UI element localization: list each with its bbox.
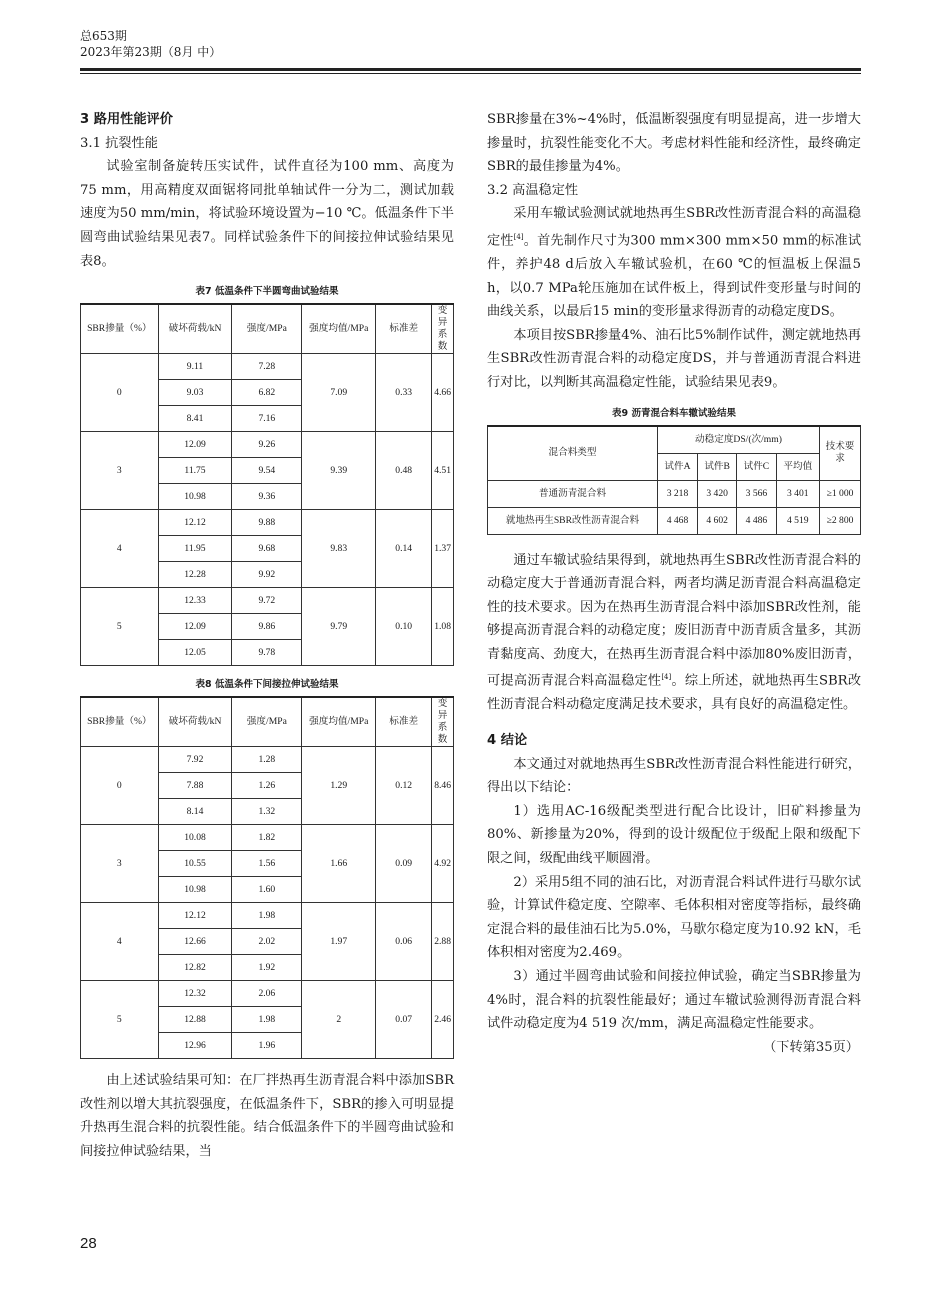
running-header	[80, 28, 221, 60]
t7-strength: 7.16	[232, 406, 302, 432]
t8-load: 12.96	[158, 1033, 232, 1059]
table9-caption: 表9 沥青混合料车辙试验结果	[612, 407, 736, 419]
t8-load: 7.88	[158, 773, 232, 799]
page-number: 28	[80, 1235, 97, 1252]
t7-sbr: 0	[81, 354, 159, 432]
t8-sd: 0.09	[376, 825, 432, 903]
t8-mean: 2	[302, 981, 376, 1059]
t8-load: 8.14	[158, 799, 232, 825]
t9-header-a: 试件A	[658, 453, 698, 480]
issue-date: 2023年第23期（8月 中）	[80, 45, 222, 59]
t8-load: 12.88	[158, 1007, 232, 1033]
t7-header: SBR掺量（%）	[81, 304, 159, 354]
t7-load: 12.12	[158, 510, 232, 536]
t8-header: 强度/MPa	[232, 697, 302, 747]
table-row	[81, 432, 454, 458]
t9-type: 就地热再生SBR改性沥青混合料	[488, 507, 658, 534]
t7-cv: 4.66	[432, 354, 454, 432]
t8-header: 标准差	[376, 697, 432, 747]
issue-total: 总653期	[80, 29, 127, 43]
text-span: 采用车辙试验测试就地热再生SBR改性沥青混合料的高温稳定性	[487, 206, 861, 249]
table-row	[81, 354, 454, 380]
paragraph-test-setup: 试验室制备旋转压实试件，试件直径为100 mm、高度为75 mm，用高精度双面锯将同批单轴试件一分为二，测试加载速度为50 mm/min，将试验环境设置为−10 ℃。低温条件下半圆弯曲试验结果见表7。同样试验条件下的间接拉伸试验结果见表8。	[80, 159, 454, 269]
t8-sd: 0.06	[376, 903, 432, 981]
paragraph-rutting-analysis	[487, 549, 861, 718]
t7-load: 12.09	[158, 614, 232, 640]
t9-c: 4 486	[737, 507, 776, 534]
citation-ref: [4]	[661, 673, 672, 682]
t7-load: 10.98	[158, 484, 232, 510]
table9	[487, 425, 861, 535]
t8-load: 12.66	[158, 929, 232, 955]
conclusion-item-2: 2）采用5组不同的油石比，对沥青混合料试件进行马歇尔试验，计算试件稳定度、空隙率、毛体积相对密度等指标，最终确定混合料的最佳油石比为5.0%，马歇尔稳定度为10.92 kN，毛体积相对密度为2.469。	[487, 874, 861, 961]
t7-sd: 0.33	[376, 354, 432, 432]
t7-load: 11.75	[158, 458, 232, 484]
t7-mean: 9.83	[302, 510, 376, 588]
t8-sd: 0.07	[376, 981, 432, 1059]
t9-header-req: 技术要求	[820, 426, 861, 481]
right-column	[487, 108, 861, 1059]
t9-avg: 3 401	[776, 480, 819, 507]
conclusion-intro: 本文通过对就地热再生SBR改性沥青混合料性能进行研究，得出以下结论：	[487, 756, 861, 796]
t7-sd: 0.14	[376, 510, 432, 588]
t8-cv: 2.88	[432, 903, 454, 981]
citation-ref: [4]	[513, 232, 524, 241]
continued-note: （下转第35页）	[763, 1039, 859, 1055]
t7-mean: 9.39	[302, 432, 376, 510]
t7-strength: 9.78	[232, 640, 302, 666]
t8-load: 7.92	[158, 747, 232, 773]
t7-strength: 9.26	[232, 432, 302, 458]
t8-load: 10.98	[158, 877, 232, 903]
t8-strength: 2.06	[232, 981, 302, 1007]
t9-req: ≥2 800	[820, 507, 861, 534]
t8-load: 12.12	[158, 903, 232, 929]
table-row	[81, 903, 454, 929]
table7	[80, 303, 454, 666]
t8-strength: 1.60	[232, 877, 302, 903]
t8-load: 10.08	[158, 825, 232, 851]
t7-cv: 1.08	[432, 588, 454, 666]
t7-load: 12.09	[158, 432, 232, 458]
t7-strength: 9.86	[232, 614, 302, 640]
table-row	[488, 507, 861, 534]
paragraph-rutting-method	[487, 202, 861, 323]
t8-load: 12.32	[158, 981, 232, 1007]
t8-strength: 1.98	[232, 1007, 302, 1033]
t8-load: 12.82	[158, 955, 232, 981]
t9-header-c: 试件C	[737, 453, 776, 480]
t7-strength: 9.36	[232, 484, 302, 510]
t7-header: 标准差	[376, 304, 432, 354]
t7-sd: 0.48	[376, 432, 432, 510]
t8-strength: 1.28	[232, 747, 302, 773]
t7-sd: 0.10	[376, 588, 432, 666]
left-column	[80, 108, 454, 1164]
t9-avg: 4 519	[776, 507, 819, 534]
t9-b: 3 420	[697, 480, 736, 507]
t9-a: 4 468	[658, 507, 698, 534]
t7-load: 12.28	[158, 562, 232, 588]
t8-strength: 1.56	[232, 851, 302, 877]
section-3-title: 3 路用性能评价	[80, 112, 173, 127]
t8-mean: 1.66	[302, 825, 376, 903]
table-row	[81, 747, 454, 773]
subsection-3-1-title: 3.1 抗裂性能	[80, 135, 158, 151]
table-row	[81, 825, 454, 851]
text-span: 。首先制作尺寸为300 mm×300 mm×50 mm的标准试件，养护48 d后放入车辙试验机，在60 ℃的恒温板上保温5 h，以0.7 MPa轮压施加在试件板上，得到试件变形量与时间的曲线关系，以最后15 min的变形量求得沥青的动稳定度DS。	[487, 233, 862, 320]
t7-header: 强度均值/MPa	[302, 304, 376, 354]
t8-load: 10.55	[158, 851, 232, 877]
t9-b: 4 602	[697, 507, 736, 534]
paragraph-continued: SBR掺量在3%~4%时，低温断裂强度有明显提高，进一步增大掺量时，抗裂性能变化不大。考虑材料性能和经济性，最终确定SBR的最佳掺量为4%。	[487, 112, 861, 175]
t8-strength: 1.32	[232, 799, 302, 825]
text-span: 通过车辙试验结果得到，就地热再生SBR改性沥青混合料的动稳定度大于普通沥青混合料，两者均满足沥青混合料高温稳定性的技术要求。因为在热再生沥青混合料中添加SBR改性剂，能够提高沥青混合料的动稳定度；废旧沥青中沥青质含量多，其沥青黏度高、劲度大，在热再生沥青混合料中添加80%废旧沥青，可提高沥青混合料高温稳定性	[487, 552, 861, 689]
t7-load: 12.05	[158, 640, 232, 666]
t7-mean: 7.09	[302, 354, 376, 432]
t7-strength: 6.82	[232, 380, 302, 406]
t7-strength: 9.68	[232, 536, 302, 562]
t8-sbr: 0	[81, 747, 159, 825]
t7-load: 9.03	[158, 380, 232, 406]
t8-header: SBR掺量（%）	[81, 697, 159, 747]
t7-header: 变异系数	[432, 304, 454, 354]
t7-load: 9.11	[158, 354, 232, 380]
table8	[80, 696, 454, 1059]
t8-header: 破坏荷载/kN	[158, 697, 232, 747]
section-4-title: 4 结论	[487, 733, 528, 749]
t8-sd: 0.12	[376, 747, 432, 825]
t7-load: 12.33	[158, 588, 232, 614]
t9-header-type: 混合料类型	[488, 426, 658, 481]
conclusion-item-1: 1）选用AC-16级配类型进行配合比设计，旧矿料掺量为80%、新掺量为20%，得到的设计级配位于级配上限和级配下限之间，级配曲线平顺圆滑。	[487, 803, 861, 867]
t7-load: 11.95	[158, 536, 232, 562]
table-row	[81, 981, 454, 1007]
t8-strength: 1.96	[232, 1033, 302, 1059]
header-rule-thin	[80, 73, 861, 74]
header-rule-thick	[80, 68, 861, 71]
t9-header-ds: 动稳定度DS/(次/mm)	[658, 426, 820, 454]
t9-header-b: 试件B	[697, 453, 736, 480]
t9-type: 普通沥青混合料	[488, 480, 658, 507]
t7-sbr: 5	[81, 588, 159, 666]
t8-mean: 1.97	[302, 903, 376, 981]
paragraph-results-summary: 由上述试验结果可知：在厂拌热再生沥青混合料中添加SBR改性剂以增大其抗裂强度，在低温条件下，SBR的掺入可明显提升热再生混合料的抗裂性能。结合低温条件下的半圆弯曲试验和间接拉伸试验结果，当	[80, 1073, 454, 1159]
t9-req: ≥1 000	[820, 480, 861, 507]
t8-sbr: 5	[81, 981, 159, 1059]
t8-cv: 8.46	[432, 747, 454, 825]
t7-load: 8.41	[158, 406, 232, 432]
t7-strength: 9.72	[232, 588, 302, 614]
table-row	[81, 588, 454, 614]
t8-strength: 1.98	[232, 903, 302, 929]
t8-sbr: 3	[81, 825, 159, 903]
t8-strength: 1.26	[232, 773, 302, 799]
t8-strength: 1.82	[232, 825, 302, 851]
t8-cv: 4.92	[432, 825, 454, 903]
table-row	[488, 480, 861, 507]
t7-mean: 9.79	[302, 588, 376, 666]
table7-caption: 表7 低温条件下半圆弯曲试验结果	[195, 286, 339, 298]
table8-caption: 表8 低温条件下间接拉伸试验结果	[195, 679, 339, 691]
t8-mean: 1.29	[302, 747, 376, 825]
t8-header: 变异系数	[432, 697, 454, 747]
t8-cv: 2.46	[432, 981, 454, 1059]
t7-cv: 4.51	[432, 432, 454, 510]
t7-header: 破坏荷载/kN	[158, 304, 232, 354]
t9-a: 3 218	[658, 480, 698, 507]
t7-strength: 9.88	[232, 510, 302, 536]
t7-header: 强度/MPa	[232, 304, 302, 354]
t7-sbr: 4	[81, 510, 159, 588]
t7-strength: 9.92	[232, 562, 302, 588]
subsection-3-2-title: 3.2 高温稳定性	[487, 182, 579, 198]
t8-sbr: 4	[81, 903, 159, 981]
t7-cv: 1.37	[432, 510, 454, 588]
t9-header-avg: 平均值	[776, 453, 819, 480]
t8-strength: 1.92	[232, 955, 302, 981]
conclusion-item-3: 3）通过半圆弯曲试验和间接拉伸试验，确定当SBR掺量为4%时，混合料的抗裂性能最好；通过车辙试验测得沥青混合料试件动稳定度为4 519 次/mm，满足高温稳定性能要求。	[487, 969, 861, 1032]
t8-header: 强度均值/MPa	[302, 697, 376, 747]
paragraph-rutting-plan: 本项目按SBR掺量4%、油石比5%制作试件，测定就地热再生SBR改性沥青混合料的动稳定度DS，并与普通沥青混合料进行对比，以判断其高温稳定性能，试验结果见表9。	[487, 327, 861, 390]
t8-strength: 2.02	[232, 929, 302, 955]
text-span: 。综上所述，就地热再生SBR改性沥青混合料动稳定度满足技术要求，具有良好的高温稳定性。	[487, 673, 862, 713]
t7-strength: 9.54	[232, 458, 302, 484]
t9-c: 3 566	[737, 480, 776, 507]
t7-sbr: 3	[81, 432, 159, 510]
t7-strength: 7.28	[232, 354, 302, 380]
table-row	[81, 510, 454, 536]
